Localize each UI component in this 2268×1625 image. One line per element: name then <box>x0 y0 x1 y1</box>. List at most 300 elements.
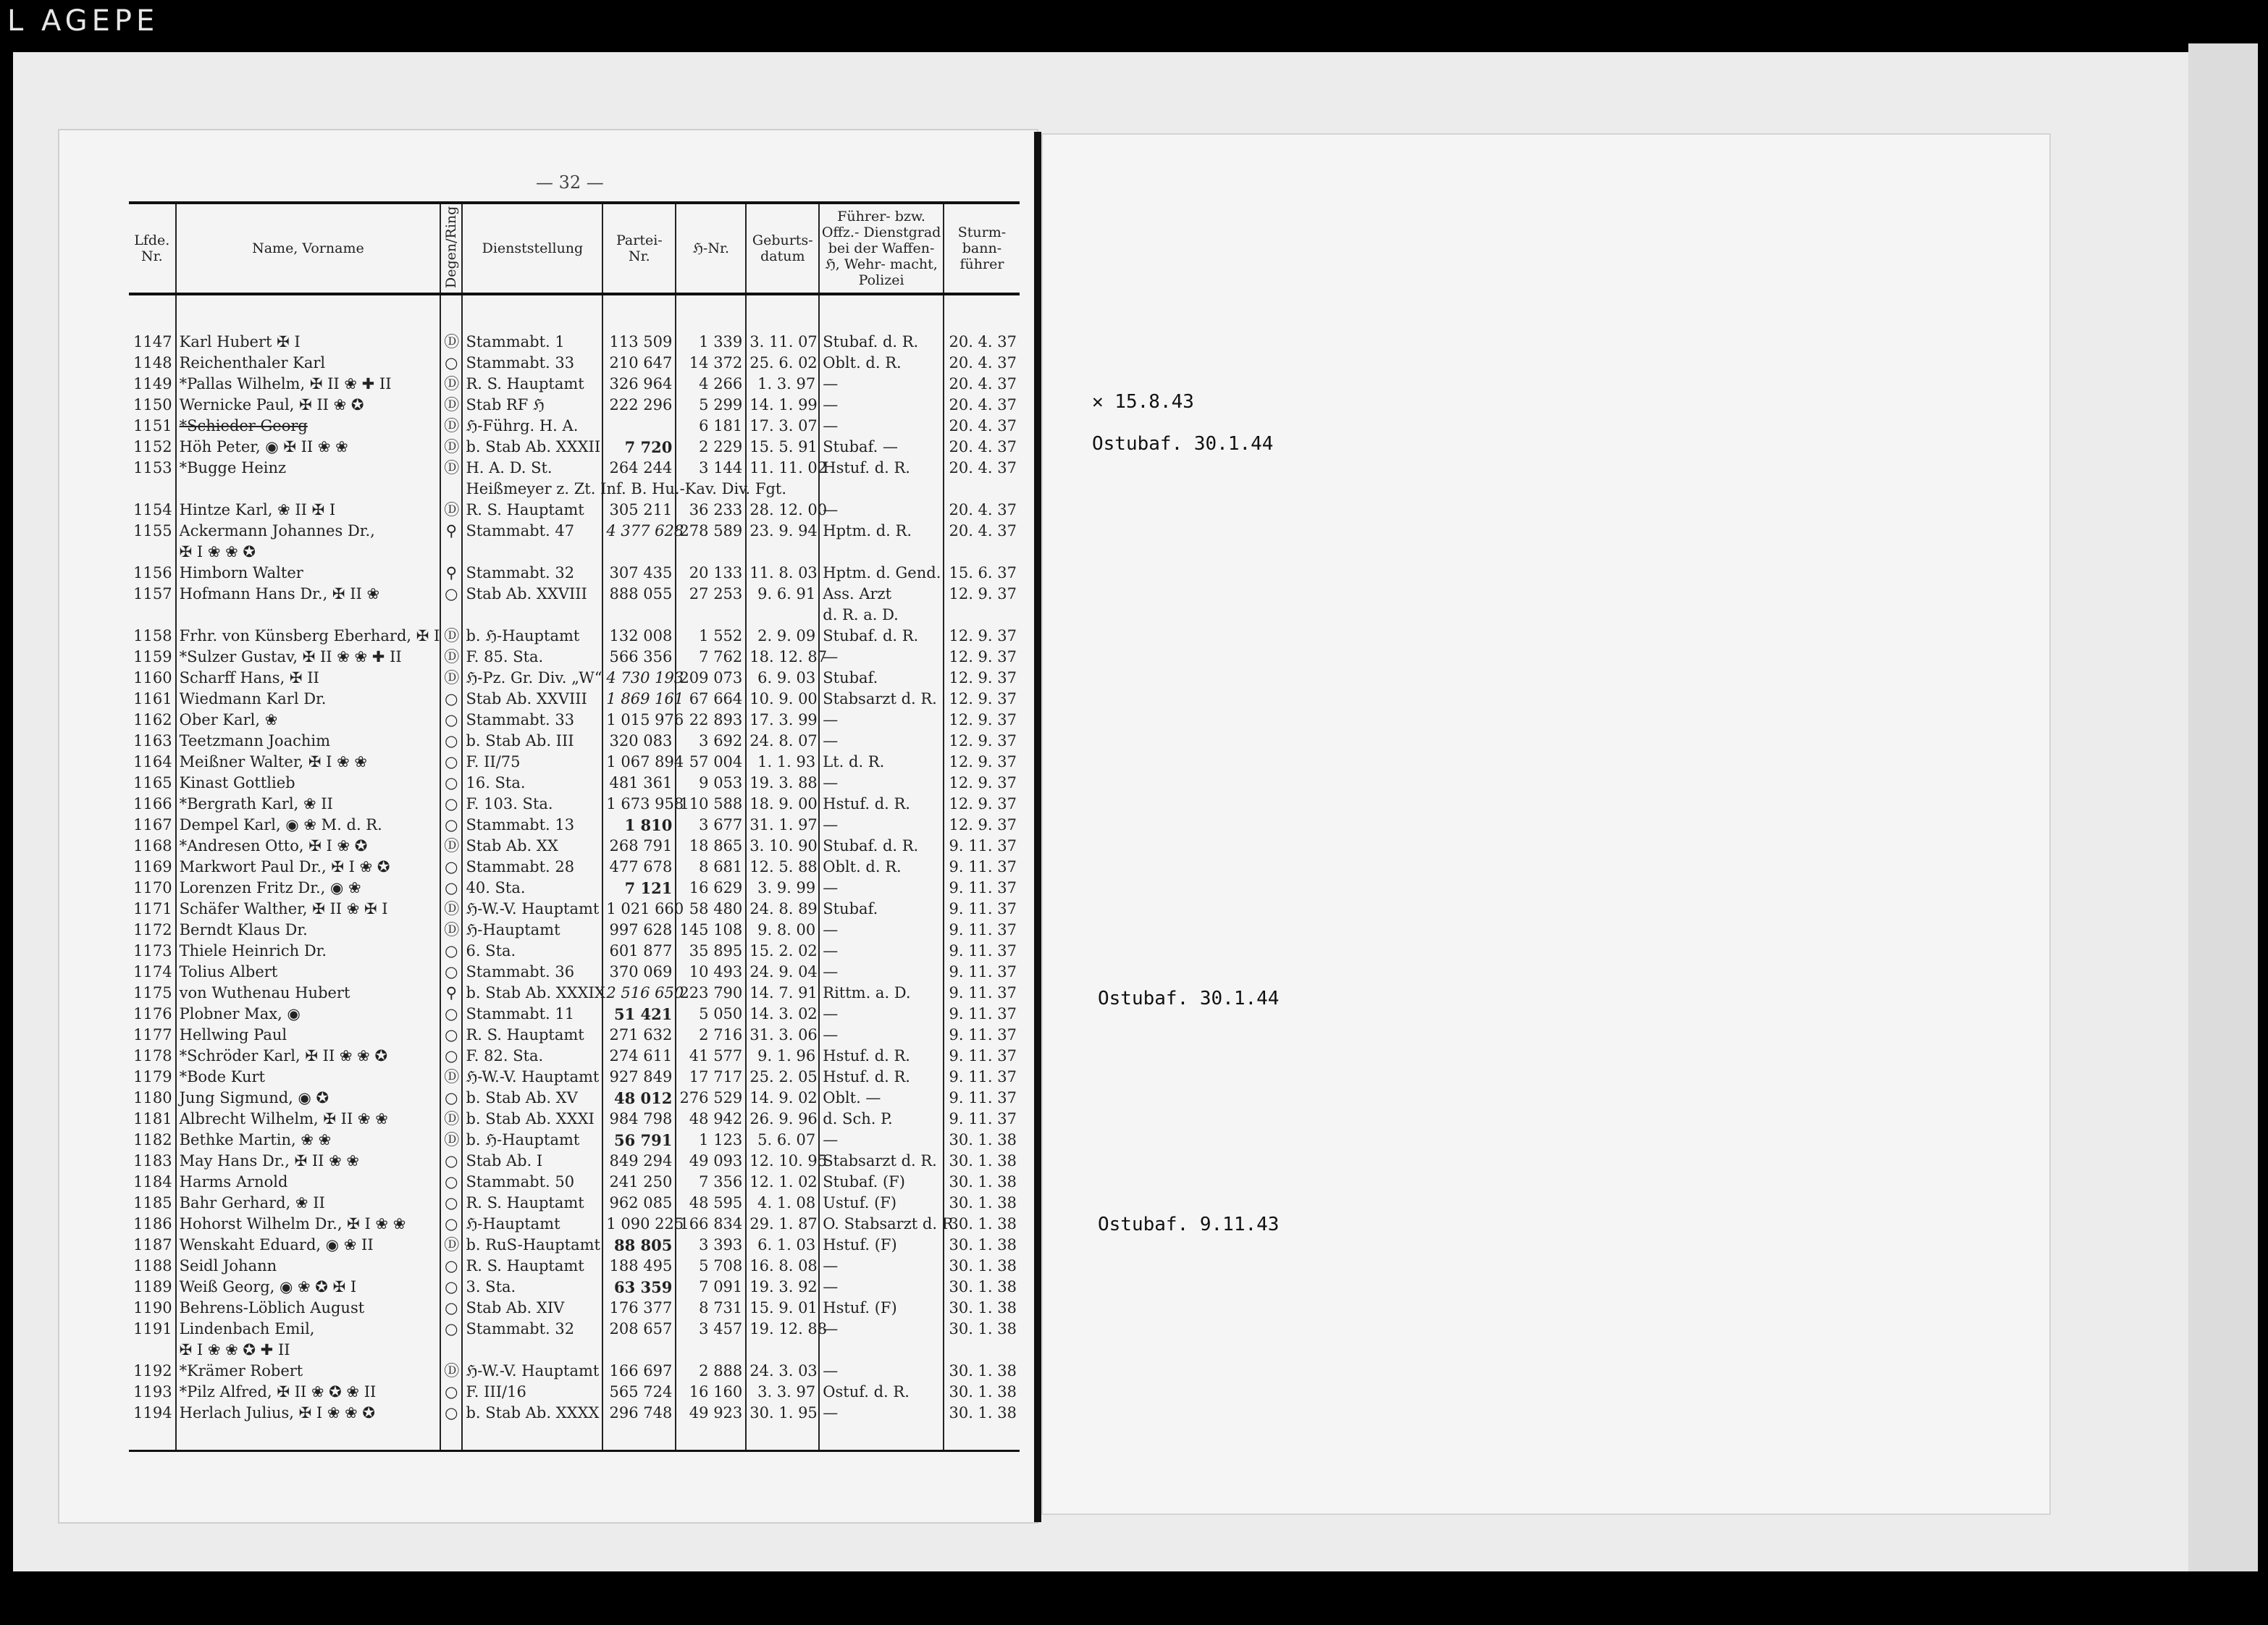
cell-grad: Hptm. d. Gend. <box>819 563 944 584</box>
cell-geb: 6. 9. 03 <box>746 668 819 689</box>
cell-partei: 1 021 660 <box>602 899 676 920</box>
cell-sym: ○ <box>440 815 462 836</box>
cell-stuba: 9. 11. 37 <box>944 962 1020 983</box>
cell-nr: 1169 <box>133 858 172 876</box>
cell-sym <box>440 1340 462 1361</box>
cell-dienst: b. Stab Ab. XXXIX <box>462 983 602 1004</box>
cell-dienst: F. II/75 <box>462 752 602 773</box>
cell-nr: 1166 <box>133 795 172 812</box>
cell-geb: 11. 11. 02 <box>746 458 819 479</box>
cell-grad: — <box>819 647 944 668</box>
cell-partei <box>602 1340 676 1361</box>
cell-partei: 326 964 <box>602 374 676 395</box>
cell-name: Markwort Paul Dr., ✠ I ❀ ✪ <box>176 857 441 878</box>
cell-geb: 24. 8. 89 <box>746 899 819 920</box>
cell-nr <box>129 605 176 626</box>
cell-geb: 24. 3. 03 <box>746 1361 819 1382</box>
cell-grad: — <box>819 878 944 899</box>
table-row <box>129 1214 1020 1235</box>
cell-ss: 20 133 <box>676 563 746 584</box>
cell-geb: 30. 1. 95 <box>746 1403 819 1424</box>
cell-geb: 9. 6. 91 <box>746 584 819 605</box>
cell-name: Karl Hubert ✠ I <box>176 332 441 353</box>
cell-nr: 1178 <box>133 1047 172 1065</box>
cell-grad: d. R. a. D. <box>819 605 944 626</box>
cell-grad: — <box>819 1256 944 1277</box>
cell-name: ✠ I ❀ ❀ ✪ <box>176 542 441 563</box>
cell-dienst: b. RuS-Hauptamt <box>462 1235 602 1256</box>
cell-nr: 1175 <box>133 984 172 1002</box>
cell-grad: Oblt. d. R. <box>819 353 944 374</box>
cell-dienst: F. III/16 <box>462 1382 602 1403</box>
register-rows <box>129 294 1020 1451</box>
cell-nr: 1191 <box>133 1320 172 1338</box>
cell-name: Hofmann Hans Dr., ✠ II ❀ <box>176 584 441 605</box>
cell-ss: 223 790 <box>676 983 746 1004</box>
cell-stuba: 20. 4. 37 <box>944 374 1020 395</box>
cell-partei: 7 121 <box>602 878 676 899</box>
cell-geb: 24. 9. 04 <box>746 962 819 983</box>
cell-name: Scharff Hans, ✠ II <box>176 668 441 689</box>
cell-grad: Hstuf. (F) <box>819 1235 944 1256</box>
cell-stuba: 30. 1. 38 <box>944 1319 1020 1340</box>
cell-stuba: 30. 1. 38 <box>944 1130 1020 1151</box>
cell-partei: 48 012 <box>602 1088 676 1109</box>
cell-grad: Hstuf. d. R. <box>819 1067 944 1088</box>
cell-name: Berndt Klaus Dr. <box>176 920 441 941</box>
cell-dienst: F. 103. Sta. <box>462 794 602 815</box>
cell-sym: ○ <box>440 1298 462 1319</box>
cell-geb: 19. 3. 92 <box>746 1277 819 1298</box>
cell-stuba <box>944 605 1020 626</box>
cell-grad: — <box>819 416 944 437</box>
cell-grad: — <box>819 1361 944 1382</box>
cell-geb: 25. 2. 05 <box>746 1067 819 1088</box>
cell-grad: Stubaf. <box>819 668 944 689</box>
cell-name: May Hans Dr., ✠ II ❀ ❀ <box>176 1151 441 1172</box>
cell-name: Hohorst Wilhelm Dr., ✠ I ❀ ❀ <box>176 1214 441 1235</box>
cell-name: *Schieder Georg <box>176 416 441 437</box>
cell-partei: 132 008 <box>602 626 676 647</box>
cell-name: Lorenzen Fritz Dr., ◉ ❀ <box>176 878 441 899</box>
cell-partei: 208 657 <box>602 1319 676 1340</box>
cell-sym: ○ <box>440 1004 462 1025</box>
margin-note: Ostubaf. 9.11.43 <box>1098 1214 1280 1235</box>
table-row <box>129 962 1020 983</box>
cell-grad <box>819 542 944 563</box>
cell-sym: ○ <box>440 710 462 731</box>
cell-stuba: 9. 11. 37 <box>944 1004 1020 1025</box>
cell-ss: 22 893 <box>676 710 746 731</box>
cell-sym <box>440 542 462 563</box>
cell-ss: 16 160 <box>676 1382 746 1403</box>
cell-nr: 1168 <box>133 837 172 855</box>
cell-stuba: 12. 9. 37 <box>944 752 1020 773</box>
cell-stuba: 12. 9. 37 <box>944 773 1020 794</box>
cell-partei: 1 015 976 <box>602 710 676 731</box>
cell-sym: Ⓓ <box>440 836 462 857</box>
table-row <box>129 542 1020 563</box>
cell-sym: Ⓓ <box>440 374 462 395</box>
cell-dienst: R. S. Hauptamt <box>462 1193 602 1214</box>
cell-ss: 35 895 <box>676 941 746 962</box>
cell-stuba: 20. 4. 37 <box>944 521 1020 542</box>
cell-dienst: ℌ-W.-V. Hauptamt <box>462 899 602 920</box>
cell-sym: Ⓓ <box>440 416 462 437</box>
cell-partei: 1 090 225 <box>602 1214 676 1235</box>
cell-ss: 27 253 <box>676 584 746 605</box>
cell-name: Lindenbach Emil, <box>176 1319 441 1340</box>
cell-sym: ○ <box>440 857 462 878</box>
cell-name: Bethke Martin, ❀ ❀ <box>176 1130 441 1151</box>
cell-partei: 320 083 <box>602 731 676 752</box>
cell-ss: 3 692 <box>676 731 746 752</box>
cell-dienst: F. 82. Sta. <box>462 1046 602 1067</box>
cell-sym: Ⓓ <box>440 920 462 941</box>
cell-sym: ○ <box>440 731 462 752</box>
cell-nr: 1155 <box>133 522 172 539</box>
table-row <box>129 1025 1020 1046</box>
cell-ss: 18 865 <box>676 836 746 857</box>
cell-nr <box>129 479 176 500</box>
cell-ss: 67 664 <box>676 689 746 710</box>
cell-grad: Lt. d. R. <box>819 752 944 773</box>
cell-stuba: 9. 11. 37 <box>944 941 1020 962</box>
cell-stuba: 12. 9. 37 <box>944 668 1020 689</box>
cell-grad: — <box>819 1130 944 1151</box>
cell-name: *Schröder Karl, ✠ II ❀ ❀ ✪ <box>176 1046 441 1067</box>
cell-stuba: 20. 4. 37 <box>944 395 1020 416</box>
cell-name: Hintze Karl, ❀ II ✠ I <box>176 500 441 521</box>
table-row <box>129 1046 1020 1067</box>
cell-partei: 307 435 <box>602 563 676 584</box>
cell-dienst: R. S. Hauptamt <box>462 500 602 521</box>
cell-geb: 25. 6. 02 <box>746 353 819 374</box>
table-row <box>129 983 1020 1004</box>
cell-dienst: ℌ-Pz. Gr. Div. „W“ <box>462 668 602 689</box>
cell-grad: — <box>819 773 944 794</box>
cell-geb: 23. 9. 94 <box>746 521 819 542</box>
cell-partei: 565 724 <box>602 1382 676 1403</box>
col-lfd-nr: Lfde. Nr. <box>129 203 176 294</box>
cell-geb: 11. 8. 03 <box>746 563 819 584</box>
table-row <box>129 1088 1020 1109</box>
cell-ss: 1 552 <box>676 626 746 647</box>
cell-grad: Ass. Arzt <box>819 584 944 605</box>
cell-dienst: b. Stab Ab. XV <box>462 1088 602 1109</box>
cell-partei: 7 720 <box>602 437 676 458</box>
cell-dienst: b. Stab Ab. XXXX <box>462 1403 602 1424</box>
table-row <box>129 647 1020 668</box>
cell-grad: Oblt. — <box>819 1088 944 1109</box>
cell-ss: 36 233 <box>676 500 746 521</box>
cell-grad: d. Sch. P. <box>819 1109 944 1130</box>
cell-nr: 1181 <box>133 1110 172 1128</box>
cell-name: Seidl Johann <box>176 1256 441 1277</box>
cell-stuba: 15. 6. 37 <box>944 563 1020 584</box>
col-ss-nr: ℌ-Nr. <box>676 203 746 294</box>
cell-stuba: 12. 9. 37 <box>944 815 1020 836</box>
cell-sym: ⚲ <box>440 521 462 542</box>
cell-dienst: Stammabt. 32 <box>462 1319 602 1340</box>
table-row <box>129 1403 1020 1424</box>
cell-geb: 29. 1. 87 <box>746 1214 819 1235</box>
cell-geb: 19. 3. 88 <box>746 773 819 794</box>
cell-geb: 1. 3. 97 <box>746 374 819 395</box>
cell-stuba: 30. 1. 38 <box>944 1235 1020 1256</box>
cell-nr: 1192 <box>133 1362 172 1380</box>
cell-sym: ○ <box>440 878 462 899</box>
cell-nr: 1183 <box>133 1152 172 1170</box>
cell-grad: — <box>819 374 944 395</box>
cell-name: Hellwing Paul <box>176 1025 441 1046</box>
cell-sym: Ⓓ <box>440 1361 462 1382</box>
cell-partei: 849 294 <box>602 1151 676 1172</box>
cell-nr: 1179 <box>133 1068 172 1086</box>
cell-grad: — <box>819 710 944 731</box>
cell-name: ✠ I ❀ ❀ ✪ ✚ II <box>176 1340 441 1361</box>
cell-nr: 1156 <box>133 564 172 581</box>
cell-grad: — <box>819 941 944 962</box>
cell-ss: 41 577 <box>676 1046 746 1067</box>
cell-grad: O. Stabsarzt d. R. <box>819 1214 944 1235</box>
cell-stuba: 30. 1. 38 <box>944 1172 1020 1193</box>
cell-dienst: Stab RF ℌ <box>462 395 602 416</box>
cell-stuba: 9. 11. 37 <box>944 899 1020 920</box>
cell-name: Kinast Gottlieb <box>176 773 441 794</box>
cell-dienst: Stab Ab. XIV <box>462 1298 602 1319</box>
cell-stuba: 30. 1. 38 <box>944 1214 1020 1235</box>
cell-nr: 1160 <box>133 669 172 686</box>
table-row <box>129 563 1020 584</box>
cell-dienst: Stammabt. 33 <box>462 710 602 731</box>
cell-name: Bahr Gerhard, ❀ II <box>176 1193 441 1214</box>
cell-stuba: 9. 11. 37 <box>944 1109 1020 1130</box>
cell-geb: 18. 12. 87 <box>746 647 819 668</box>
cell-sym <box>440 479 462 500</box>
table-row <box>129 626 1020 647</box>
cell-grad: — <box>819 500 944 521</box>
cell-partei: 268 791 <box>602 836 676 857</box>
cell-partei: 188 495 <box>602 1256 676 1277</box>
cell-nr: 1157 <box>133 585 172 602</box>
cell-ss: 58 480 <box>676 899 746 920</box>
table-row <box>129 1235 1020 1256</box>
cell-sym: ○ <box>440 353 462 374</box>
cell-partei: 176 377 <box>602 1298 676 1319</box>
cell-dienst: 40. Sta. <box>462 878 602 899</box>
cell-geb: 9. 8. 00 <box>746 920 819 941</box>
table-row <box>129 1151 1020 1172</box>
cell-sym: ○ <box>440 1319 462 1340</box>
cell-partei: 51 421 <box>602 1004 676 1025</box>
cell-ss: 7 762 <box>676 647 746 668</box>
cell-partei: 888 055 <box>602 584 676 605</box>
cell-name: Teetzmann Joachim <box>176 731 441 752</box>
cell-name: Ackermann Johannes Dr., <box>176 521 441 542</box>
cell-partei: 241 250 <box>602 1172 676 1193</box>
cell-dienst: ℌ-Hauptamt <box>462 920 602 941</box>
cell-sym: ○ <box>440 1151 462 1172</box>
cell-partei: 1 869 161 <box>602 689 676 710</box>
cell-stuba: 9. 11. 37 <box>944 920 1020 941</box>
cell-geb: 17. 3. 99 <box>746 710 819 731</box>
cell-name: *Bugge Heinz <box>176 458 441 479</box>
cell-grad: Hstuf. d. R. <box>819 1046 944 1067</box>
cell-grad: Stabsarzt d. R. <box>819 689 944 710</box>
cell-nr: 1170 <box>133 879 172 897</box>
cell-name: *Andresen Otto, ✠ I ❀ ✪ <box>176 836 441 857</box>
cell-stuba: 20. 4. 37 <box>944 332 1020 353</box>
table-row <box>129 773 1020 794</box>
cell-ss: 278 589 <box>676 521 746 542</box>
cell-geb: 9. 1. 96 <box>746 1046 819 1067</box>
cell-partei: 274 611 <box>602 1046 676 1067</box>
cell-dienst: b. Stab Ab. XXXI <box>462 1109 602 1130</box>
cell-partei: 113 509 <box>602 332 676 353</box>
cell-dienst: F. 85. Sta. <box>462 647 602 668</box>
cell-dienst: H. A. D. St. <box>462 458 602 479</box>
cell-name: Dempel Karl, ◉ ❀ M. d. R. <box>176 815 441 836</box>
cell-grad <box>819 479 944 500</box>
cell-partei <box>602 605 676 626</box>
cell-stuba: 20. 4. 37 <box>944 437 1020 458</box>
cell-stuba: 12. 9. 37 <box>944 731 1020 752</box>
cell-sym: Ⓓ <box>440 1130 462 1151</box>
margin-note: Ostubaf. 30.1.44 <box>1098 988 1280 1009</box>
cell-stuba: 30. 1. 38 <box>944 1403 1020 1424</box>
cell-partei: 601 877 <box>602 941 676 962</box>
cell-grad: — <box>819 1319 944 1340</box>
table-row <box>129 1340 1020 1361</box>
cell-ss: 3 393 <box>676 1235 746 1256</box>
cell-partei: 63 359 <box>602 1277 676 1298</box>
cell-geb: 3. 3. 97 <box>746 1382 819 1403</box>
table-row <box>129 1172 1020 1193</box>
cell-partei: 997 628 <box>602 920 676 941</box>
cell-stuba: 9. 11. 37 <box>944 1088 1020 1109</box>
cell-geb: 10. 9. 00 <box>746 689 819 710</box>
cell-ss: 6 181 <box>676 416 746 437</box>
cell-sym: ○ <box>440 1046 462 1067</box>
cell-name: Meißner Walter, ✠ I ❀ ❀ <box>176 752 441 773</box>
cell-name: Herlach Julius, ✠ I ❀ ❀ ✪ <box>176 1403 441 1424</box>
cell-nr: 1176 <box>133 1005 172 1023</box>
cell-geb: 1. 1. 93 <box>746 752 819 773</box>
cell-dienst: b. ℌ-Hauptamt <box>462 626 602 647</box>
cell-sym: ○ <box>440 962 462 983</box>
cell-sym: ○ <box>440 1256 462 1277</box>
cell-name: Weiß Georg, ◉ ❀ ✪ ✠ I <box>176 1277 441 1298</box>
cell-grad: Ustuf. (F) <box>819 1193 944 1214</box>
cell-sym: ○ <box>440 1403 462 1424</box>
cell-sym: ○ <box>440 1382 462 1403</box>
cell-ss: 2 716 <box>676 1025 746 1046</box>
cell-dienst: Stammabt. 1 <box>462 332 602 353</box>
cell-stuba: 9. 11. 37 <box>944 1025 1020 1046</box>
cell-partei: 222 296 <box>602 395 676 416</box>
cell-nr: 1147 <box>133 333 172 350</box>
cell-grad: Hstuf. d. R. <box>819 458 944 479</box>
cell-grad: — <box>819 731 944 752</box>
cell-partei: 1 810 <box>602 815 676 836</box>
cell-partei <box>602 416 676 437</box>
cell-nr: 1152 <box>133 438 172 455</box>
cell-grad: Rittm. a. D. <box>819 983 944 1004</box>
cell-stuba: 9. 11. 37 <box>944 983 1020 1004</box>
cell-geb: 3. 9. 99 <box>746 878 819 899</box>
cell-ss: 166 834 <box>676 1214 746 1235</box>
cell-geb: 14. 3. 02 <box>746 1004 819 1025</box>
cell-stuba: 30. 1. 38 <box>944 1298 1020 1319</box>
cell-partei: 210 647 <box>602 353 676 374</box>
cell-sym: Ⓓ <box>440 899 462 920</box>
register-table <box>129 201 1020 1452</box>
cell-stuba: 12. 9. 37 <box>944 647 1020 668</box>
cell-sym: ○ <box>440 941 462 962</box>
cell-ss <box>676 605 746 626</box>
cell-partei: 481 361 <box>602 773 676 794</box>
table-row <box>129 941 1020 962</box>
cell-sym: Ⓓ <box>440 437 462 458</box>
cell-grad: Oblt. d. R. <box>819 857 944 878</box>
cell-stuba <box>944 1340 1020 1361</box>
table-row <box>129 521 1020 542</box>
cell-nr <box>129 1340 176 1361</box>
cell-partei: 296 748 <box>602 1403 676 1424</box>
cell-sym: Ⓓ <box>440 1235 462 1256</box>
cell-ss: 48 595 <box>676 1193 746 1214</box>
table-row <box>129 1130 1020 1151</box>
cell-ss: 3 677 <box>676 815 746 836</box>
cell-ss: 2 229 <box>676 437 746 458</box>
cell-geb: 16. 8. 08 <box>746 1256 819 1277</box>
cell-grad: Stubaf. — <box>819 437 944 458</box>
table-row <box>129 899 1020 920</box>
cell-nr: 1153 <box>133 459 172 476</box>
margin-note: Ostubaf. 30.1.44 <box>1092 433 1274 455</box>
cell-dienst: Stammabt. 33 <box>462 353 602 374</box>
cell-name: *Sulzer Gustav, ✠ II ❀ ❀ ✚ II <box>176 647 441 668</box>
col-name: Name, Vorname <box>176 203 441 294</box>
cell-name: Reichenthaler Karl <box>176 353 441 374</box>
cell-ss: 4 266 <box>676 374 746 395</box>
cell-name <box>176 479 441 500</box>
cell-grad: Stubaf. d. R. <box>819 626 944 647</box>
cell-geb: 15. 5. 91 <box>746 437 819 458</box>
cell-dienst: Stammabt. 11 <box>462 1004 602 1025</box>
cell-stuba: 30. 1. 38 <box>944 1256 1020 1277</box>
cell-grad: Stubaf. d. R. <box>819 836 944 857</box>
cell-ss: 48 942 <box>676 1109 746 1130</box>
cell-nr: 1184 <box>133 1173 172 1191</box>
table-row <box>129 1298 1020 1319</box>
cell-sym: Ⓓ <box>440 500 462 521</box>
table-row <box>129 920 1020 941</box>
cell-sym: ○ <box>440 752 462 773</box>
cell-dienst: R. S. Hauptamt <box>462 374 602 395</box>
cell-stuba: 9. 11. 37 <box>944 836 1020 857</box>
cell-partei: 566 356 <box>602 647 676 668</box>
cell-name: Schäfer Walther, ✠ II ❀ ✠ I <box>176 899 441 920</box>
table-row <box>129 1256 1020 1277</box>
cell-stuba: 12. 9. 37 <box>944 584 1020 605</box>
table-row <box>129 500 1020 521</box>
cell-geb: 15. 9. 01 <box>746 1298 819 1319</box>
cell-sym: Ⓓ <box>440 1109 462 1130</box>
cell-grad: Hstuf. (F) <box>819 1298 944 1319</box>
table-row <box>129 1361 1020 1382</box>
